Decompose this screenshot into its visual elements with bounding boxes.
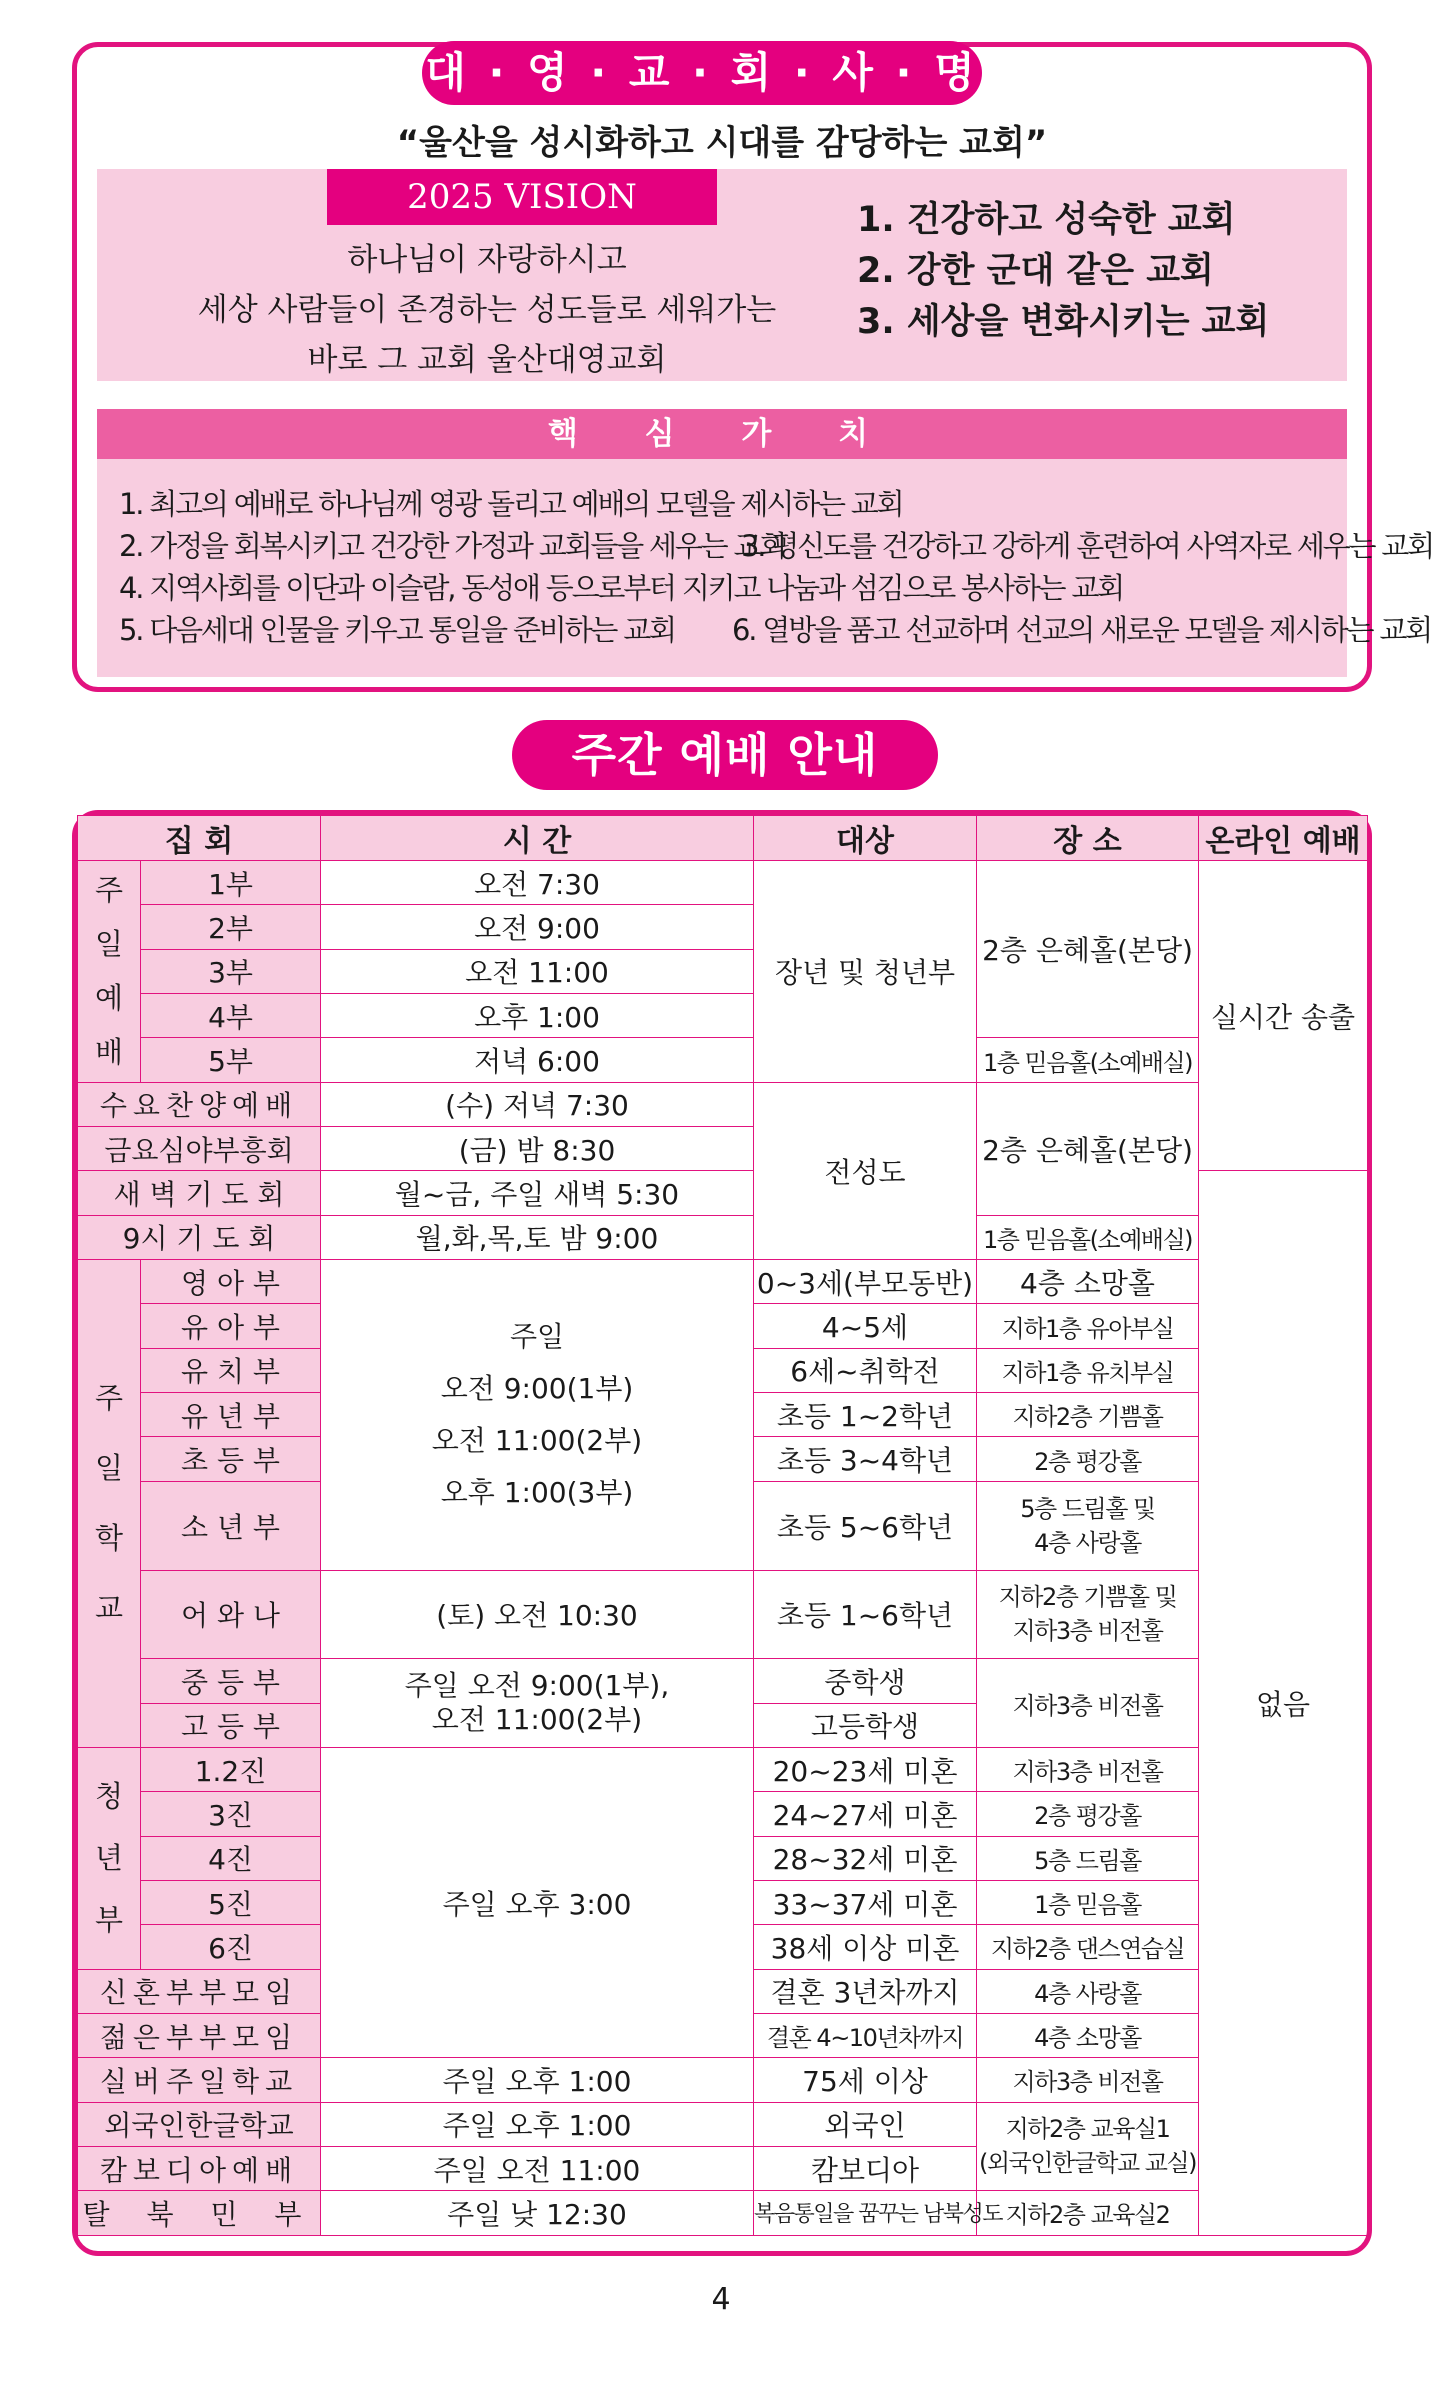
- vision-label: 2025 VISION: [327, 169, 717, 225]
- department-place: 4층 소망홀: [977, 1260, 1199, 1304]
- header-target: 대상: [754, 816, 977, 861]
- group-label-sunday-school: 주 일 학 교: [78, 1260, 141, 1748]
- department-place: 2층 평강홀: [977, 1437, 1199, 1481]
- youth-target: 28~32세 미혼: [754, 1836, 977, 1880]
- schedule-table: [77, 815, 1368, 2236]
- meeting-target: 캄보디아: [754, 2146, 977, 2190]
- group-label-youth: 청 년 부: [78, 1747, 141, 1969]
- service-target: 장년 및 청년부: [754, 861, 977, 1083]
- meeting-target: 복음통일을 꿈꾸는 남북성도: [754, 2191, 977, 2235]
- table-row: [78, 1215, 1368, 1259]
- vision-line: 하나님이 자랑하시고: [347, 242, 627, 278]
- department-target: 초등 5~6학년: [754, 1481, 977, 1570]
- meeting-place: 4층 소망홀: [977, 2013, 1199, 2057]
- meeting-place: 4층 사랑홀: [977, 1969, 1199, 2013]
- service-name: 3부: [141, 949, 321, 993]
- table-row: [78, 1038, 1368, 1082]
- service-time: 오후 1:00: [321, 994, 754, 1038]
- meeting-place: 1층 믿음홀(소예배실): [977, 1215, 1199, 1259]
- vision-goal: 2. 강한 군대 같은 교회: [857, 251, 1214, 291]
- meeting-time: (수) 저녁 7:30: [321, 1082, 754, 1126]
- meeting-name: 실버주일학교: [78, 2058, 321, 2102]
- department-place: 지하1층 유아부실: [977, 1304, 1199, 1348]
- service-place: 1층 믿음홀(소예배실): [977, 1038, 1199, 1082]
- department-name: 유 아 부: [141, 1304, 321, 1348]
- group-label-sunday-service: 주 일 예 배: [78, 861, 141, 1083]
- department-place: 지하3층 비전홀: [977, 1659, 1199, 1748]
- vision-line: 바로 그 교회 울산대영교회: [307, 342, 667, 378]
- table-row: [78, 2191, 1368, 2235]
- department-name: 고 등 부: [141, 1703, 321, 1747]
- vision-panel: [97, 169, 1347, 381]
- department-target: 고등학생: [754, 1703, 977, 1747]
- meeting-name: 9시 기 도 회: [78, 1215, 321, 1259]
- department-name: 소 년 부: [141, 1481, 321, 1570]
- vision-goals: [857, 195, 1269, 348]
- meeting-time: 주일 낮 12:30: [321, 2191, 754, 2235]
- service-place: 2층 은혜홀(본당): [977, 861, 1199, 1038]
- meeting-place: 2층 은혜홀(본당): [977, 1082, 1199, 1215]
- header-online: 온라인 예배: [1199, 816, 1368, 861]
- meeting-place: 지하3층 비전홀: [977, 2058, 1199, 2102]
- header-row: [78, 816, 1368, 861]
- vision-line: 세상 사람들이 존경하는 성도들로 세워가는: [197, 292, 777, 328]
- department-name: 어 와 나: [141, 1570, 321, 1659]
- core-value: 4. 지역사회를 이단과 이슬람, 동성애 등으로부터 지키고 나눔과 섬김으로 봉사하는 교회: [119, 571, 1123, 605]
- meeting-name: 금요심야부흥회: [78, 1127, 321, 1171]
- service-name: 1부: [141, 861, 321, 905]
- department-name: 초 등 부: [141, 1437, 321, 1481]
- table-row: [78, 1260, 1368, 1304]
- header-gathering: 집 회: [78, 816, 321, 861]
- youth-target: 24~27세 미혼: [754, 1792, 977, 1836]
- youth-place: 2층 평강홀: [977, 1792, 1199, 1836]
- church-motto: “울산을 성시화하고 시대를 감당하는 교회”: [396, 123, 1048, 163]
- department-name: 중 등 부: [141, 1659, 321, 1703]
- youth-place: 지하3층 비전홀: [977, 1747, 1199, 1791]
- youth-group-name: 5진: [141, 1880, 321, 1924]
- table-row: [78, 2058, 1368, 2102]
- department-time: 주일 오전 9:00(1부), 오전 11:00(2부): [321, 1659, 754, 1748]
- meeting-time: 주일 오후 1:00: [321, 2058, 754, 2102]
- school-times: 주일 오전 9:00(1부) 오전 11:00(2부) 오후 1:00(3부): [321, 1260, 754, 1570]
- table-row: [78, 1082, 1368, 1126]
- service-time: 오전 11:00: [321, 949, 754, 993]
- department-name: 유 치 부: [141, 1348, 321, 1392]
- department-name: 영 아 부: [141, 1260, 321, 1304]
- meeting-name: 신혼부부모임: [78, 1969, 321, 2013]
- meeting-time: 월,화,목,토 밤 9:00: [321, 1215, 754, 1259]
- youth-place: 지하2층 댄스연습실: [977, 1925, 1199, 1969]
- vision-goal: 3. 세상을 변화시키는 교회: [857, 302, 1270, 342]
- service-time: 오전 9:00: [321, 905, 754, 949]
- department-target: 0~3세(부모동반): [754, 1260, 977, 1304]
- service-time: 오전 7:30: [321, 861, 754, 905]
- core-value: 5. 다음세대 인물을 키우고 통일을 준비하는 교회: [119, 613, 675, 647]
- core-value: 2. 가정을 회복시키고 건강한 가정과 교회들을 세우는 교회: [119, 529, 786, 563]
- youth-target: 38세 이상 미혼: [754, 1925, 977, 1969]
- core-values-title: 핵 심 가 치: [97, 409, 1347, 459]
- meeting-name: 젊은부부모임: [78, 2013, 321, 2057]
- mission-title: 대 · 영 · 교 · 회 · 사 · 명: [422, 41, 982, 105]
- meeting-name: 외국인한글학교: [78, 2102, 321, 2146]
- worship-guide-title: 주간 예배 안내: [512, 720, 938, 790]
- service-name: 5부: [141, 1038, 321, 1082]
- header-time: 시 간: [321, 816, 754, 861]
- meeting-time: (금) 밤 8:30: [321, 1127, 754, 1171]
- meeting-time: 월~금, 주일 새벽 5:30: [321, 1171, 754, 1215]
- vision-statement: [192, 235, 782, 385]
- department-time: (토) 오전 10:30: [321, 1570, 754, 1659]
- service-name: 2부: [141, 905, 321, 949]
- department-place: 지하2층 기쁨홀 및 지하3층 비전홀: [977, 1570, 1199, 1659]
- youth-place: 1층 믿음홀: [977, 1880, 1199, 1924]
- youth-target: 20~23세 미혼: [754, 1747, 977, 1791]
- service-time: 저녁 6:00: [321, 1038, 754, 1082]
- youth-group-name: 6진: [141, 1925, 321, 1969]
- table-row: [78, 1747, 1368, 1791]
- department-target: 중학생: [754, 1659, 977, 1703]
- meeting-target: 결혼 4~10년차까지: [754, 2013, 977, 2057]
- department-target: 초등 1~6학년: [754, 1570, 977, 1659]
- department-place: 지하1층 유치부실: [977, 1348, 1199, 1392]
- meeting-place: 지하2층 교육실2: [977, 2191, 1199, 2235]
- department-place: 지하2층 기쁨홀: [977, 1393, 1199, 1437]
- header-place: 장 소: [977, 816, 1199, 861]
- core-value: 6. 열방을 품고 선교하며 선교의 새로운 모델을 제시하는 교회: [732, 613, 1431, 647]
- meeting-target: 외국인: [754, 2102, 977, 2146]
- page-number: 4: [711, 2282, 731, 2317]
- department-target: 6세~취학전: [754, 1348, 977, 1392]
- mission-box: [72, 42, 1433, 692]
- department-target: 초등 3~4학년: [754, 1437, 977, 1481]
- youth-place: 5층 드림홀: [977, 1836, 1199, 1880]
- core-values-panel: [97, 459, 1433, 677]
- department-target: 4~5세: [754, 1304, 977, 1348]
- youth-group-name: 3진: [141, 1792, 321, 1836]
- table-row: [78, 861, 1368, 905]
- meeting-name: 수요찬양예배: [78, 1082, 321, 1126]
- youth-group-name: 4진: [141, 1836, 321, 1880]
- meeting-target: 결혼 3년차까지: [754, 1969, 977, 2013]
- core-value: 3. 평신도를 건강하고 강하게 훈련하여 사역자로 세우는 교회: [741, 529, 1433, 563]
- meeting-time: 주일 오후 1:00: [321, 2102, 754, 2146]
- department-target: 초등 1~2학년: [754, 1393, 977, 1437]
- meeting-name: 새 벽 기 도 회: [78, 1171, 321, 1215]
- meeting-target: 75세 이상: [754, 2058, 977, 2102]
- vision-goal: 1. 건강하고 성숙한 교회: [857, 200, 1236, 240]
- youth-target: 33~37세 미혼: [754, 1880, 977, 1924]
- youth-time: 주일 오후 3:00: [321, 1747, 754, 2057]
- youth-group-name: 1.2진: [141, 1747, 321, 1791]
- meeting-time: 주일 오전 11:00: [321, 2146, 754, 2190]
- online-status: 실시간 송출: [1199, 861, 1368, 1171]
- meeting-name: 캄보디아예배: [78, 2146, 321, 2190]
- table-row: [78, 1659, 1368, 1703]
- meeting-name: 탈 북 민 부: [78, 2191, 321, 2235]
- worship-schedule: [72, 810, 1372, 2256]
- meeting-target: 전성도: [754, 1082, 977, 1259]
- core-value: 1. 최고의 예배로 하나님께 영광 돌리고 예배의 모델을 제시하는 교회: [119, 487, 903, 521]
- online-none: 없음: [1199, 1171, 1368, 2235]
- table-row: [78, 1570, 1368, 1614]
- service-name: 4부: [141, 994, 321, 1038]
- meeting-place-shared: 지하2층 교육실1 (외국인한글학교 교실): [977, 2102, 1199, 2191]
- department-place: 5층 드림홀 및 4층 사랑홀: [977, 1481, 1199, 1570]
- table-row: [78, 2102, 1368, 2146]
- department-name: 유 년 부: [141, 1393, 321, 1437]
